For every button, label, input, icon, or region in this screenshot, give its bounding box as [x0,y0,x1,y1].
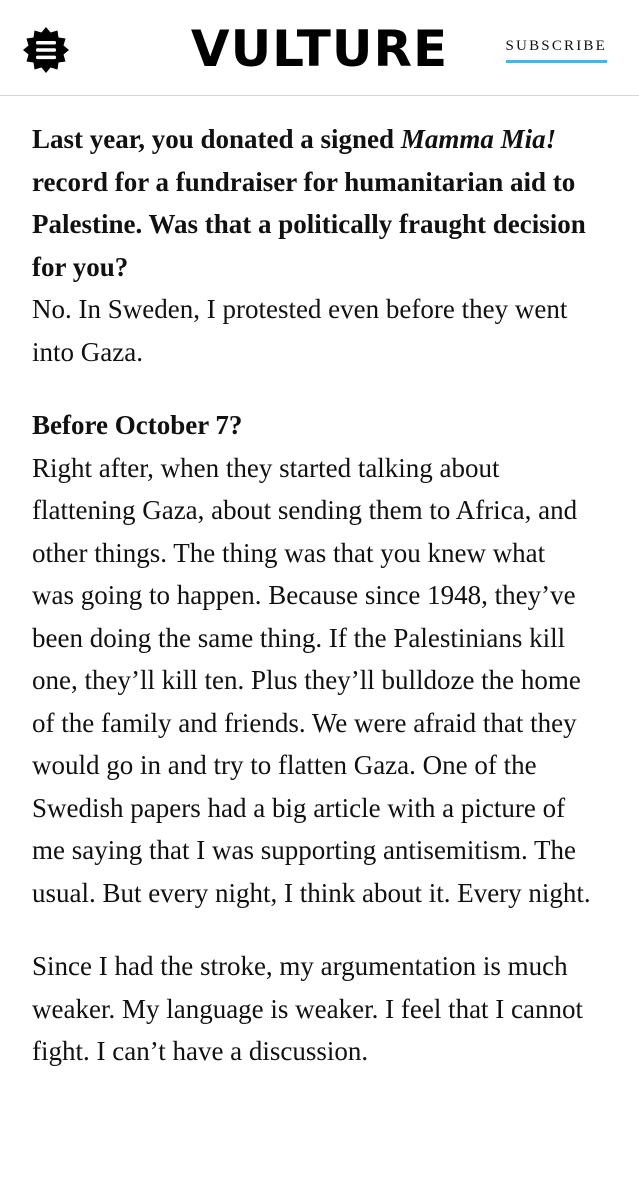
answer-2: Right after, when they started talking about flattening Gaza, about sending them to Africa, and other things. The thing was that you knew what was going to happen. Because since 1948, they’ve been doing the same thing. If the Palestinians kill one, they’ll kill ten. Plus they’ll bulldoze the home of the family and friends. We were afraid that they would go in and try to flatten Gaza. One of the Swedish papers had a big article with a picture of me saying that I was supporting antisemitism. The usual. But every night, I think about it. Every night. [32,452,591,908]
question-1-text-end: record for a fundraiser for humanitarian aid to Palestine. Was that a politically fraught decision for you? [32,166,586,282]
site-header [0,0,639,96]
qa-block-1 [32,118,592,373]
vulture-logo[interactable]: VULTURE [190,20,449,78]
question-1-italic-title: Mamma Mia! [400,124,557,154]
paragraph-3: Since I had the stroke, my argumentation is much weaker. My language is weaker. I feel that I cannot fight. I can’t have a discussion. [32,951,584,1066]
question-1-text-start: Last year, you donated a signed [32,124,401,154]
qa-block-2 [32,404,592,914]
question-1 [32,118,592,288]
subscribe-link[interactable]: SUBSCRIBE [506,38,608,63]
article-body [32,118,592,1104]
answer-1: No. In Sweden, I protested even before they went into Gaza. [32,294,568,367]
question-2: Before October 7? [32,410,243,440]
